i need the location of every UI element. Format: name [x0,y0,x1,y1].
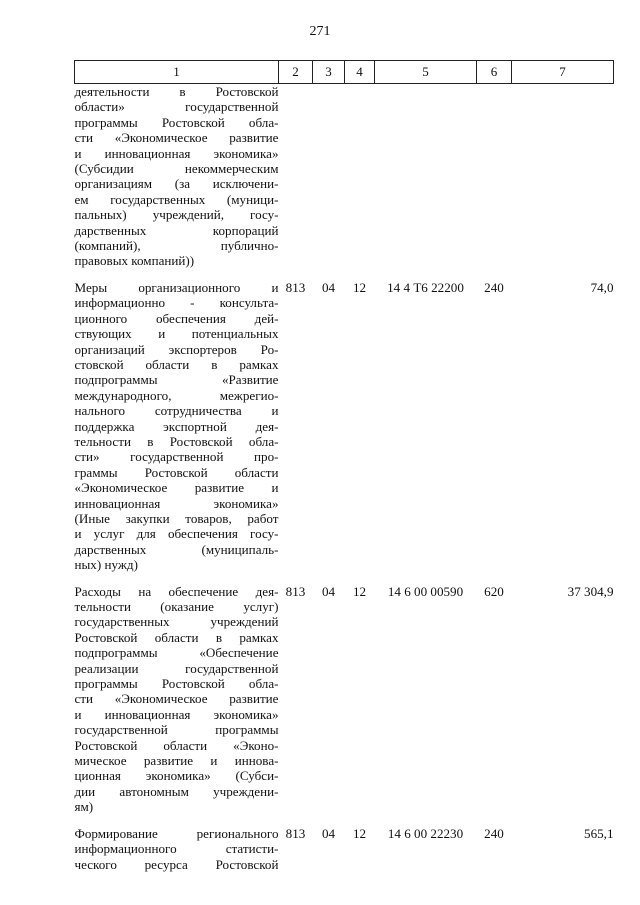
table-row [75,84,614,280]
budget-table [74,60,614,872]
description-line: дарственных (муниципаль- [74,541,279,557]
description-line: программы Ростовской обла- [74,676,279,692]
column-header: 3 [313,61,345,84]
column-header: 1 [75,61,279,84]
row-description [75,826,279,872]
description-line: граммы Ростовской области [74,464,279,480]
description-line: деятельности в Ростовской [74,84,279,99]
description-line: ных) нужд) [74,557,138,573]
col-3-cell [313,84,345,280]
description-line: ческого ресурса Ростовской [74,856,279,872]
description-line: тельности (оказание услуг) [74,599,279,614]
description-line: информационного статисти- [74,841,279,857]
description-line: организаций экспортеров Ро- [74,341,279,357]
amount-cell [512,84,614,280]
description-line: дии автономным учреждени- [74,783,279,799]
col-4-cell: 12 [352,825,367,841]
amount-cell: 565,1 [584,825,614,841]
description-line: дарственных корпораций [74,222,279,238]
description-line: государственных учреждений [74,614,279,630]
description-line: подпрограммы «Развитие [74,372,279,388]
table-row [75,280,614,584]
col-2-cell: 813 [285,279,306,295]
description-line: Формирование регионального [74,825,279,841]
description-line: области» государственной [74,99,279,115]
column-header: 4 [345,61,375,84]
description-line: инновационная экономика» [74,495,279,511]
target-article-cell: 14 4 Т6 22200 [387,279,464,295]
row-description [75,584,279,826]
column-header: 5 [375,61,477,84]
description-line: международного, межрегио- [74,387,279,403]
description-line: и услуг для обеспечения госу- [74,526,279,542]
description-line: сти» государственной про- [74,449,279,465]
description-line: организациям (за исключени- [74,176,279,192]
col-4-cell: 12 [352,279,367,295]
target-article-cell: 14 6 00 22230 [387,825,464,841]
description-line: ционного обеспечения дей- [74,310,279,326]
col-2-cell: 813 [285,583,306,599]
target-article-cell [375,84,477,280]
description-line: программы Ростовской обла- [74,114,279,130]
col-3-cell: 04 [321,825,336,841]
col-4-cell [345,84,375,280]
description-line: сти «Экономическое развитие [74,130,279,146]
expense-type-cell: 620 [484,583,504,599]
description-line: ям) [74,799,94,815]
description-line: сти «Экономическое развитие [74,691,279,707]
description-line: (Иные закупки товаров, работ [74,510,279,526]
description-line: правовых компаний)) [74,253,195,269]
description-line: стовской области в рамках [74,356,279,372]
description-line: и инновационная экономика» [74,706,279,722]
description-line: поддержка экспортной дея- [74,418,279,434]
table-row [75,584,614,826]
column-header: 2 [279,61,313,84]
description-line: Расходы на обеспечение дея- [74,583,279,599]
description-line: Ростовской области в рамках [74,629,279,645]
description-line: (Субсидии некоммерческим [74,161,279,177]
description-line: ствующих и потенциальных [74,326,279,342]
description-line: подпрограммы «Обеспечение [74,645,279,661]
col-2-cell [279,84,313,280]
target-article-cell: 14 6 00 00590 [387,583,464,599]
column-header: 6 [477,61,512,84]
amount-cell: 37 304,9 [567,583,614,599]
description-line: государственной программы [74,722,279,738]
description-line: Ростовской области «Эконо- [74,737,279,753]
expense-type-cell: 240 [484,279,504,295]
description-line: пальных) учреждений, госу- [74,207,279,223]
row-description [75,84,279,280]
description-line: реализации государственной [74,660,279,676]
description-line: мическое развитие и иннова- [74,753,279,769]
row-description [75,280,279,584]
col-4-cell: 12 [352,583,367,599]
description-line: «Экономическое развитие и [74,480,279,496]
description-line: нального сотрудничества и [74,403,279,419]
description-line: и инновационная экономика» [74,145,279,161]
col-3-cell: 04 [321,583,336,599]
col-2-cell: 813 [285,825,306,841]
page-number: 271 [309,24,331,39]
description-line: (компаний), публично- [74,238,279,254]
description-line: тельности в Ростовской обла- [74,433,279,449]
description-line: информационно - консульта- [74,295,279,311]
description-line: ем государственных (муници- [74,191,279,207]
column-header: 7 [512,61,614,84]
amount-cell: 74,0 [590,279,614,295]
table-row [75,826,614,872]
col-3-cell: 04 [321,279,336,295]
description-line: Меры организационного и [74,279,279,295]
expense-type-cell [477,84,512,280]
description-line: ционная экономика» (Субси- [74,768,279,784]
expense-type-cell: 240 [484,825,504,841]
header-row [75,61,614,84]
